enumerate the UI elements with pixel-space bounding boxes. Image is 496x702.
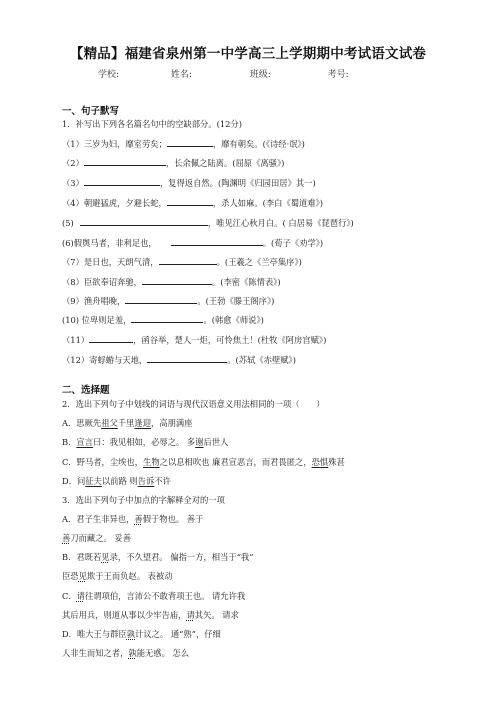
q3-option-a-line1: A．君子生非异也，善假于物也。 善于 [62,514,204,524]
fill-item-3: （3） ，复得返自然。(陶渊明《归园田居》其一) [62,178,316,188]
fill-item-7: （7）是日也，天朗气清， 。(王羲之《兰亭集序》) [62,257,302,267]
answer-blank[interactable] [84,156,166,166]
answer-blank[interactable] [167,137,213,147]
fill-item-10: (10) 位卑则足羞， 。(韩愈《师说》) [62,315,264,325]
answer-blank[interactable] [125,294,197,304]
q3-option-d-line1: D．唯大王与群臣孰计议之。 通“熟”，仔细 [62,629,221,639]
fill-item-1: （1）三岁为妇，靡室劳矣； ，靡有朝矣。(《诗经·氓》) [62,139,305,149]
number-label: 考号: [327,70,349,80]
q3-option-d-line2: 人非生而知之者，孰能无惑。 怎么 [62,648,190,658]
section-heading-choice: 二、选择题 [62,385,110,396]
q2-option-c: C．野马者，尘埃也，生物之以息相吹也 廉君宣恶言，而君畏匿之，恐惧殊甚 [62,457,345,467]
class-label: 班级: [249,70,271,80]
answer-blank[interactable] [80,216,208,226]
q2-option-a: A．思厥先祖父千里逢迎，高朋满座 [62,418,193,428]
section-heading-dictation: 一、句子默写 [62,106,120,117]
question-2-stem: 2．选出下列句子中划线的词语与现代汉语意义用法相同的一项（ ） [62,399,325,409]
q3-option-b-line1: B．君既若见录，不久望君。 偏指一方，相当于“我” [62,552,254,562]
q3-option-a-line2: 善刀而藏之。 妥善 [62,533,132,543]
answer-blank[interactable] [167,196,213,206]
question-3-stem: 3．选出下列句子中加点的字解释全对的一项 [62,495,225,505]
fill-item-2: （2） ，长余佩之陆离。(屈原《离骚》) [62,158,285,168]
q2-option-b: B．宣言曰：我见相如，必辱之。 多谢后世人 [62,437,229,447]
answer-blank[interactable] [159,255,217,265]
student-info-row [98,67,349,80]
exam-title: 【精品】福建省泉州第一中学高三上学期期中考试语文试卷 [69,46,427,62]
answer-blank[interactable] [171,236,263,246]
q3-option-c-line2: 其后用兵，则道从事以少牢告庙，请其矢。 请求 [62,610,239,620]
question-1-stem: 1．补写出下列各名篇名句中的空缺部分。(12分) [62,119,242,129]
q2-option-d: D．问征夫以前路 则告诉不许 [62,476,171,486]
answer-blank[interactable] [147,353,227,363]
name-label: 姓名: [170,70,192,80]
school-label: 学校: [98,70,120,80]
q3-option-c-line1: C．请往谓项伯，言沛公不敢背项王也。 请允许我 [62,591,246,601]
answer-blank[interactable] [142,275,212,285]
fill-item-4: （4）朝避猛虎，夕避长蛇， ，杀人如麻。(李白《蜀道难》) [62,198,324,208]
fill-item-8: （8）臣欲奉诏奔驰， 。(李密《陈情表》) [62,277,281,287]
q3-option-b-line2: 臣恐见欺于王而负赵。 表被动 [62,571,173,581]
answer-blank[interactable] [84,176,160,186]
fill-item-11: （11） ，函谷举，楚人一炬，可怜焦土！(杜牧《阿房宫赋》) [62,335,327,345]
fill-item-9: （9）渔舟唱晚， 。(王勃《滕王阁序》) [62,296,275,306]
answer-blank[interactable] [89,333,133,343]
fill-item-5: (5) ，唯见江心秋月白。( 白居易《琵琶行》) [62,218,354,228]
fill-item-6: (6)假舆马者，非利足也， 。(荀子《劝学》) [62,238,324,248]
answer-blank[interactable] [131,313,203,323]
fill-item-12: （12）寄蜉蝣与天地， 。(苏轼《赤壁赋》) [62,355,296,365]
